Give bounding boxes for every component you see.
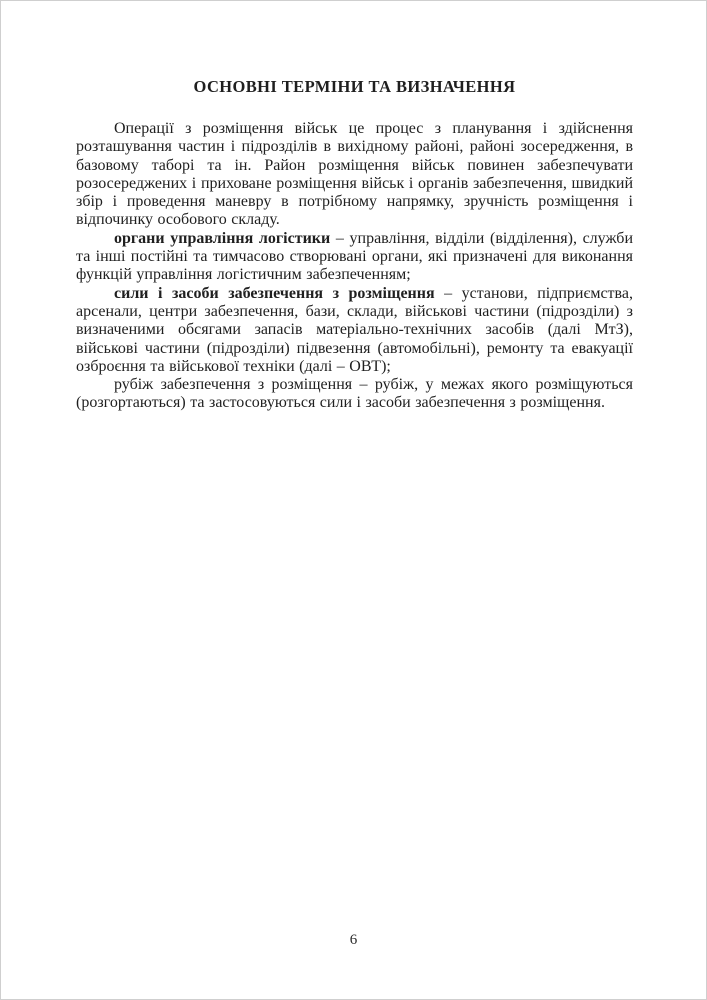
term-lead: органи управління логістики: [114, 229, 331, 247]
paragraph-text: – установи, підприємства, арсенали, центри забезпечення, бази, склади, військові частини (підрозділи) з визначеними обсягами запасів матеріально-технічних засобів (далі МтЗ), військові частини (підрозділи) підвезення (автомобільні), ремонту та евакуації озброєння та військової техніки (далі – ОВТ);: [76, 284, 633, 375]
page-number: 6: [349, 932, 358, 948]
paragraph-support-line: [76, 376, 633, 413]
paragraph-text: – управління, відділи (відділення), служби та інші постійні та тимчасово створювані органи, які призначені для виконання функцій управління логістичним забезпеченням;: [76, 229, 634, 284]
paragraph-text: рубіж забезпечення з розміщення – рубіж, у межах якого розміщуються (розгортаються) та застосовуються сили і засоби забезпечення з розміщення.: [76, 376, 633, 412]
document-content: [76, 77, 633, 413]
paragraph-operations-definition: [76, 120, 633, 230]
term-lead: сили і засоби забезпечення з розміщення: [114, 284, 435, 302]
paragraph-forces-and-means: [76, 285, 633, 376]
page-title: ОСНОВНІ ТЕРМІНИ ТА ВИЗНАЧЕННЯ: [193, 77, 516, 96]
paragraph-logistics-bodies: [76, 230, 633, 285]
paragraph-text: Операції з розміщення військ це процес з планування і здійснення розташування частин і підрозділів в вихідному районі, районі зосередження, в базовому таборі та ін. Район розміщення військ повинен забезпечувати розосереджених і приховане розміщення військ і органів забезпечення, швидкий збір і проведення маневру в потрібному напрямку, зручність розміщення і відпочинку особового складу.: [76, 120, 633, 229]
